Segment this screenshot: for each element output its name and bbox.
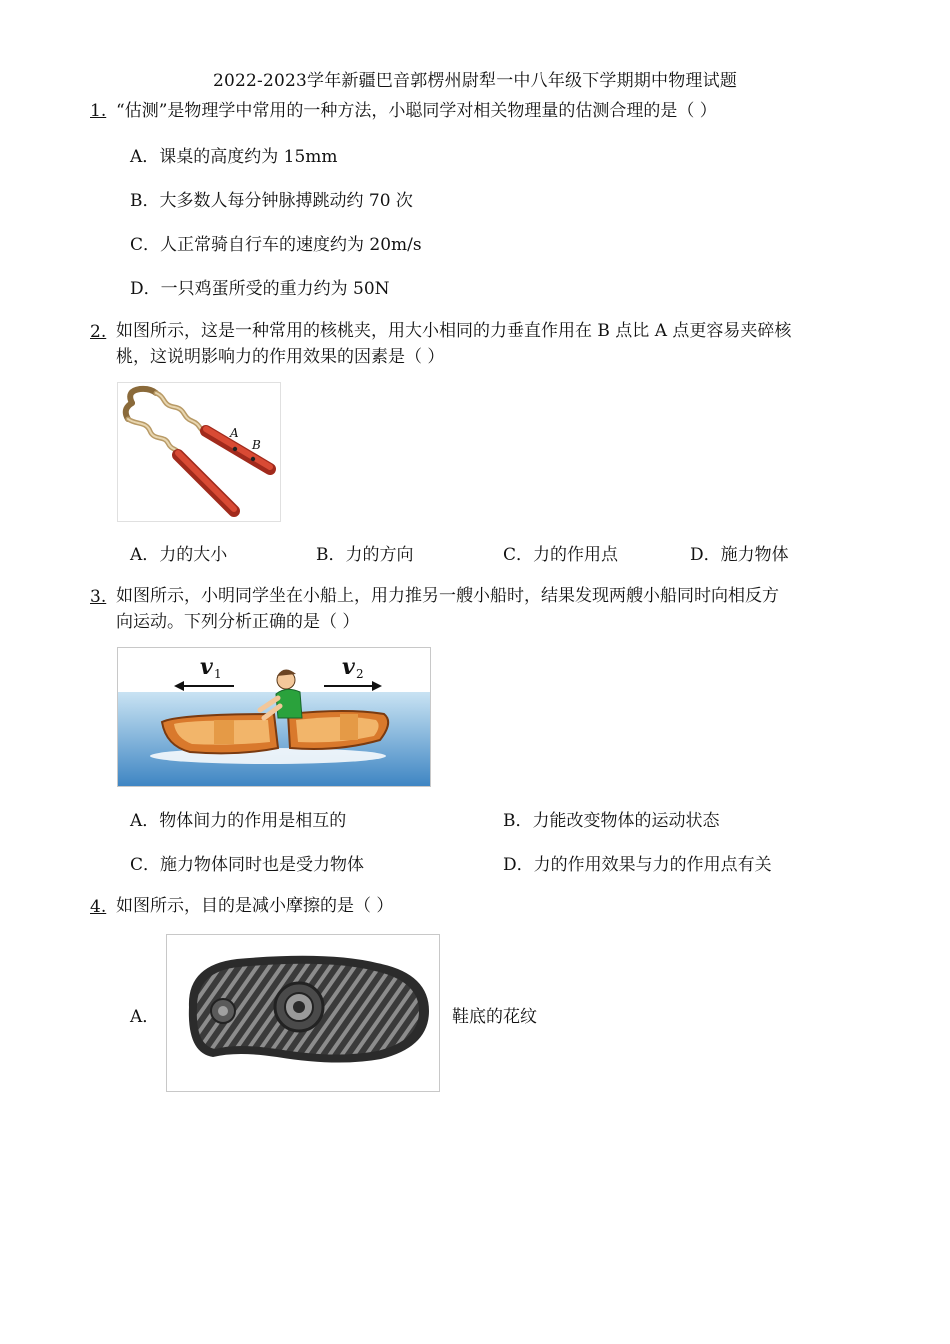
nutcracker-figure <box>117 382 281 522</box>
question-text: “估测”是物理学中常用的一种方法，小聪同学对相关物理量的估测合理的是（ ） <box>116 101 717 121</box>
option-a[interactable]: A．课桌的高度约为 15mm <box>130 147 338 167</box>
point-a-label: A <box>230 426 239 440</box>
option-a[interactable]: A．物体间力的作用是相互的 <box>130 811 347 831</box>
option-d[interactable]: D．一只鸡蛋所受的重力约为 50N <box>130 279 390 299</box>
question-text-line-2: 向运动。下列分析正确的是（ ） <box>116 612 360 632</box>
question-text-line-2: 桃，这说明影响力的作用效果的因素是（ ） <box>116 347 445 367</box>
document-title: 2022-2023学年新疆巴音郭楞州尉犁一中八年级下学期期中物理试题 <box>212 71 738 91</box>
point-b-label: B <box>252 438 261 452</box>
option-c[interactable]: C．施力物体同时也是受力物体 <box>130 855 365 875</box>
option-b[interactable]: B．力的方向 <box>316 545 414 565</box>
shoe-sole-image <box>167 935 439 1091</box>
option-b[interactable]: B．大多数人每分钟脉搏跳动约 70 次 <box>130 191 413 211</box>
option-b[interactable]: B．力能改变物体的运动状态 <box>503 811 720 831</box>
question-number: 3. <box>90 587 107 607</box>
boats-image <box>118 648 430 786</box>
option-a[interactable]: A．力的大小 <box>130 545 228 565</box>
question-text: 如图所示，目的是减小摩擦的是（ ） <box>116 896 394 916</box>
option-d[interactable]: D．施力物体 <box>690 545 789 565</box>
velocity-v1-subscript: 1 <box>214 667 222 681</box>
question-number: 2. <box>90 322 107 342</box>
boats-figure <box>117 647 431 787</box>
question-number: 1. <box>90 101 107 121</box>
question-text-line-1: 如图所示，小明同学坐在小船上，用力推另一艘小船时，结果发现两艘小船同时向相反方 <box>116 586 779 606</box>
option-c[interactable]: C．人正常骑自行车的速度约为 20m/s <box>130 235 422 255</box>
velocity-v2-symbol: v <box>342 654 355 680</box>
option-c[interactable]: C．力的作用点 <box>503 545 619 565</box>
option-a[interactable]: A． <box>130 1007 160 1027</box>
shoe-sole-figure <box>166 934 440 1092</box>
question-text-line-1: 如图所示，这是一种常用的核桃夹，用大小相同的力垂直作用在 B 点比 A 点更容易夹碎核 <box>116 321 792 341</box>
velocity-v2-subscript: 2 <box>356 667 364 681</box>
shoe-sole-caption: 鞋底的花纹 <box>452 1007 537 1027</box>
velocity-v1-symbol: v <box>200 654 213 680</box>
option-d[interactable]: D．力的作用效果与力的作用点有关 <box>503 855 772 875</box>
question-number: 4. <box>90 897 107 917</box>
nutcracker-image <box>118 383 280 521</box>
